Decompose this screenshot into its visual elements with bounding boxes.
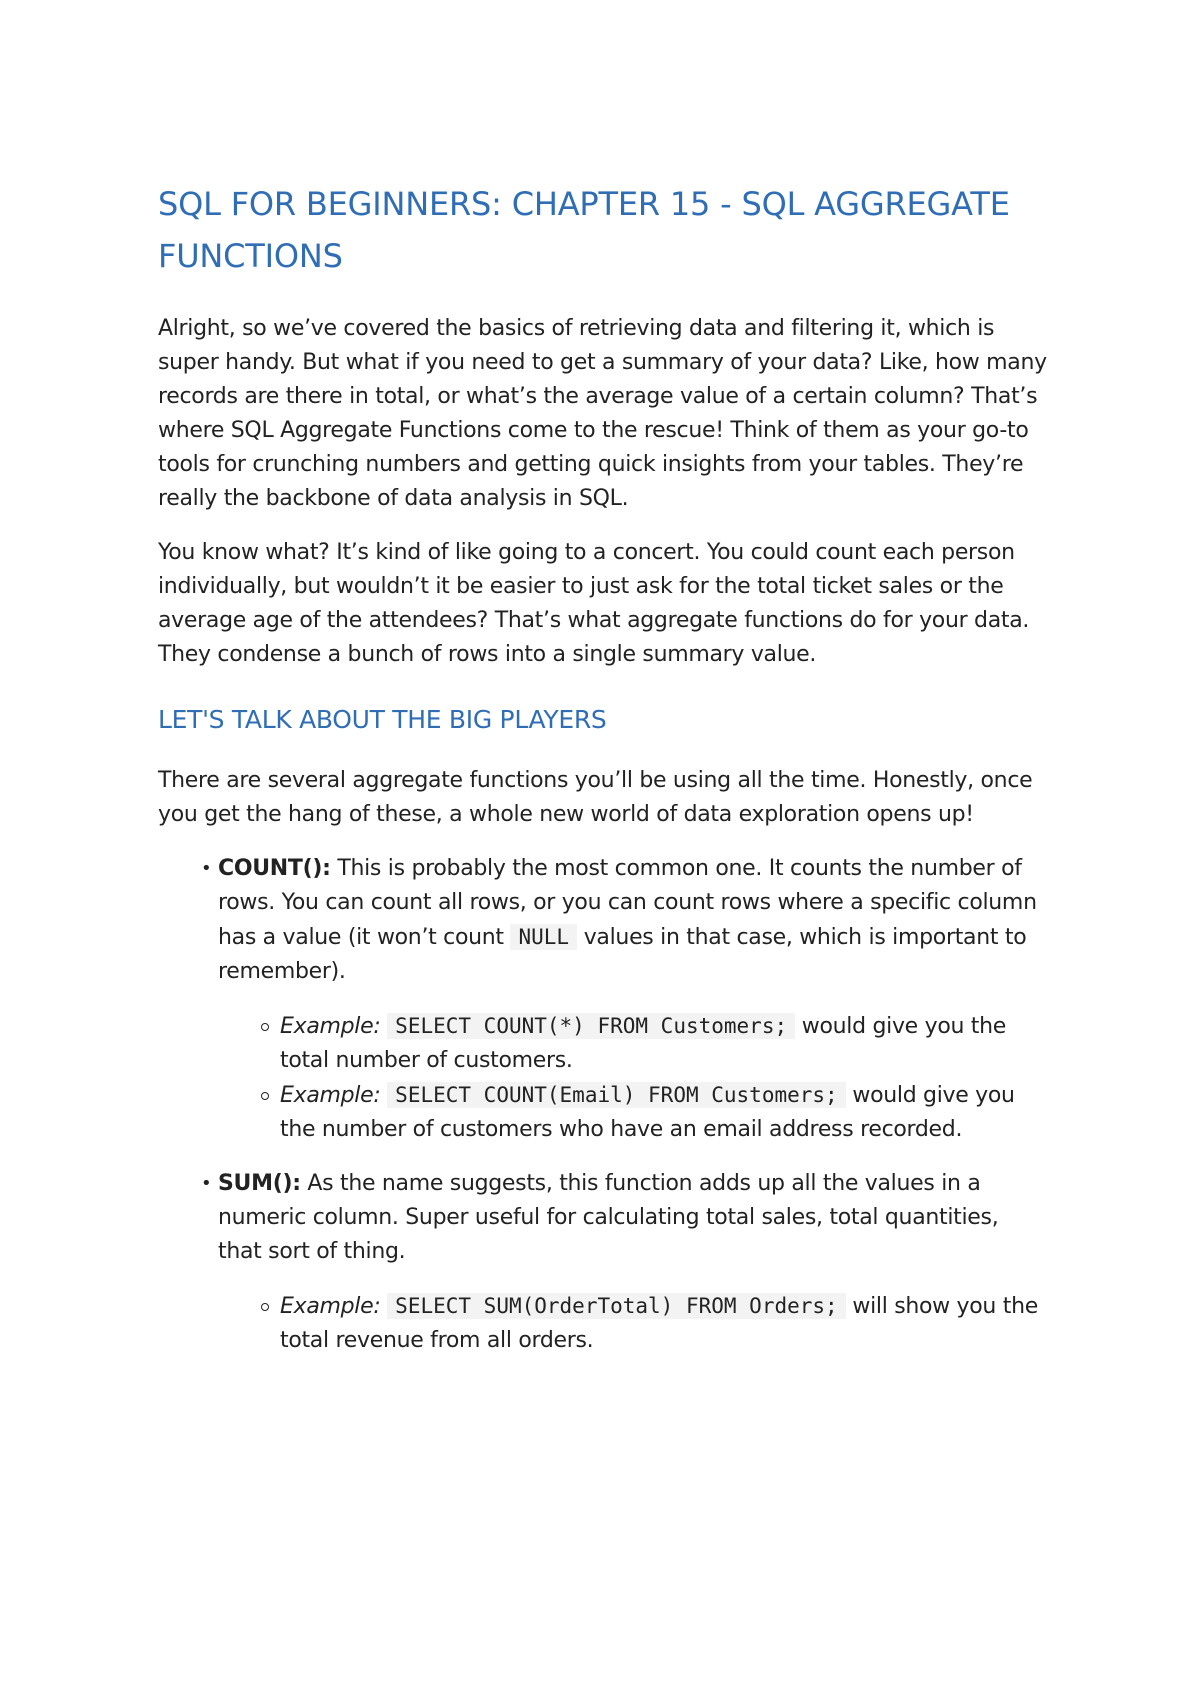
example-code: SELECT SUM(OrderTotal) FROM Orders; <box>387 1293 846 1319</box>
example-item: Example: SELECT COUNT(*) FROM Customers; would give you the total number of customers. <box>280 1009 1048 1078</box>
example-code: SELECT COUNT(Email) FROM Customers; <box>387 1082 846 1108</box>
count-examples <box>218 1009 1048 1147</box>
list-item-count <box>218 852 1048 1147</box>
list-item-sum <box>218 1167 1048 1358</box>
count-label: COUNT(): <box>218 856 331 881</box>
intro-paragraph-1: Alright, so we’ve covered the basics of retrieving data and filtering it, which is super handy. But what if you need to get a summary of your data? Like, how many records are there in total, or what’s the average value of a certain column? That’s where SQL Aggregate Functions come to the rescue! Think of them as your go-to tools for crunching numbers and getting quick insights from your tables. They’re really the backbone of data analysis in SQL. <box>158 316 1047 511</box>
example-item: Example: SELECT SUM(OrderTotal) FROM Orders; will show you the total revenue from all orders. <box>280 1289 1048 1358</box>
sum-label: SUM(): <box>218 1171 301 1196</box>
inline-code-null: NULL <box>510 924 577 950</box>
example-code: SELECT COUNT(*) FROM Customers; <box>387 1013 795 1039</box>
sum-examples <box>218 1289 1048 1358</box>
intro-paragraph-2: You know what? It’s kind of like going to a concert. You could count each person individually, but wouldn’t it be easier to just ask for the total ticket sales or the average age of the attendees? That’s what aggregate functions do for your data. They condense a bunch of rows into a single summary value. <box>158 540 1030 667</box>
page-title: SQL FOR BEGINNERS: CHAPTER 15 - SQL AGGREGATE FUNCTIONS <box>158 185 1010 275</box>
example-item: Example: SELECT COUNT(Email) FROM Customers; would give you the number of customers who have an email address recorded. <box>280 1078 1048 1147</box>
section-heading: LET'S TALK ABOUT THE BIG PLAYERS <box>158 705 607 734</box>
document-page <box>158 178 1048 1378</box>
count-description: • COUNT(): This is probably the most common one. It counts the number of rows. You can count all rows, or you can count rows where a specific column has a value (it won’t count NULL values in that case, which is important to remember). <box>218 856 1037 984</box>
sum-description: • SUM(): As the name suggests, this function adds up all the values in a numeric column. Super useful for calculating total sales, total quantities, that sort of thing. <box>218 1171 998 1264</box>
section-intro: There are several aggregate functions you’ll be using all the time. Honestly, once you get the hang of these, a whole new world of data exploration opens up! <box>158 768 1033 827</box>
function-list <box>158 852 1048 1358</box>
